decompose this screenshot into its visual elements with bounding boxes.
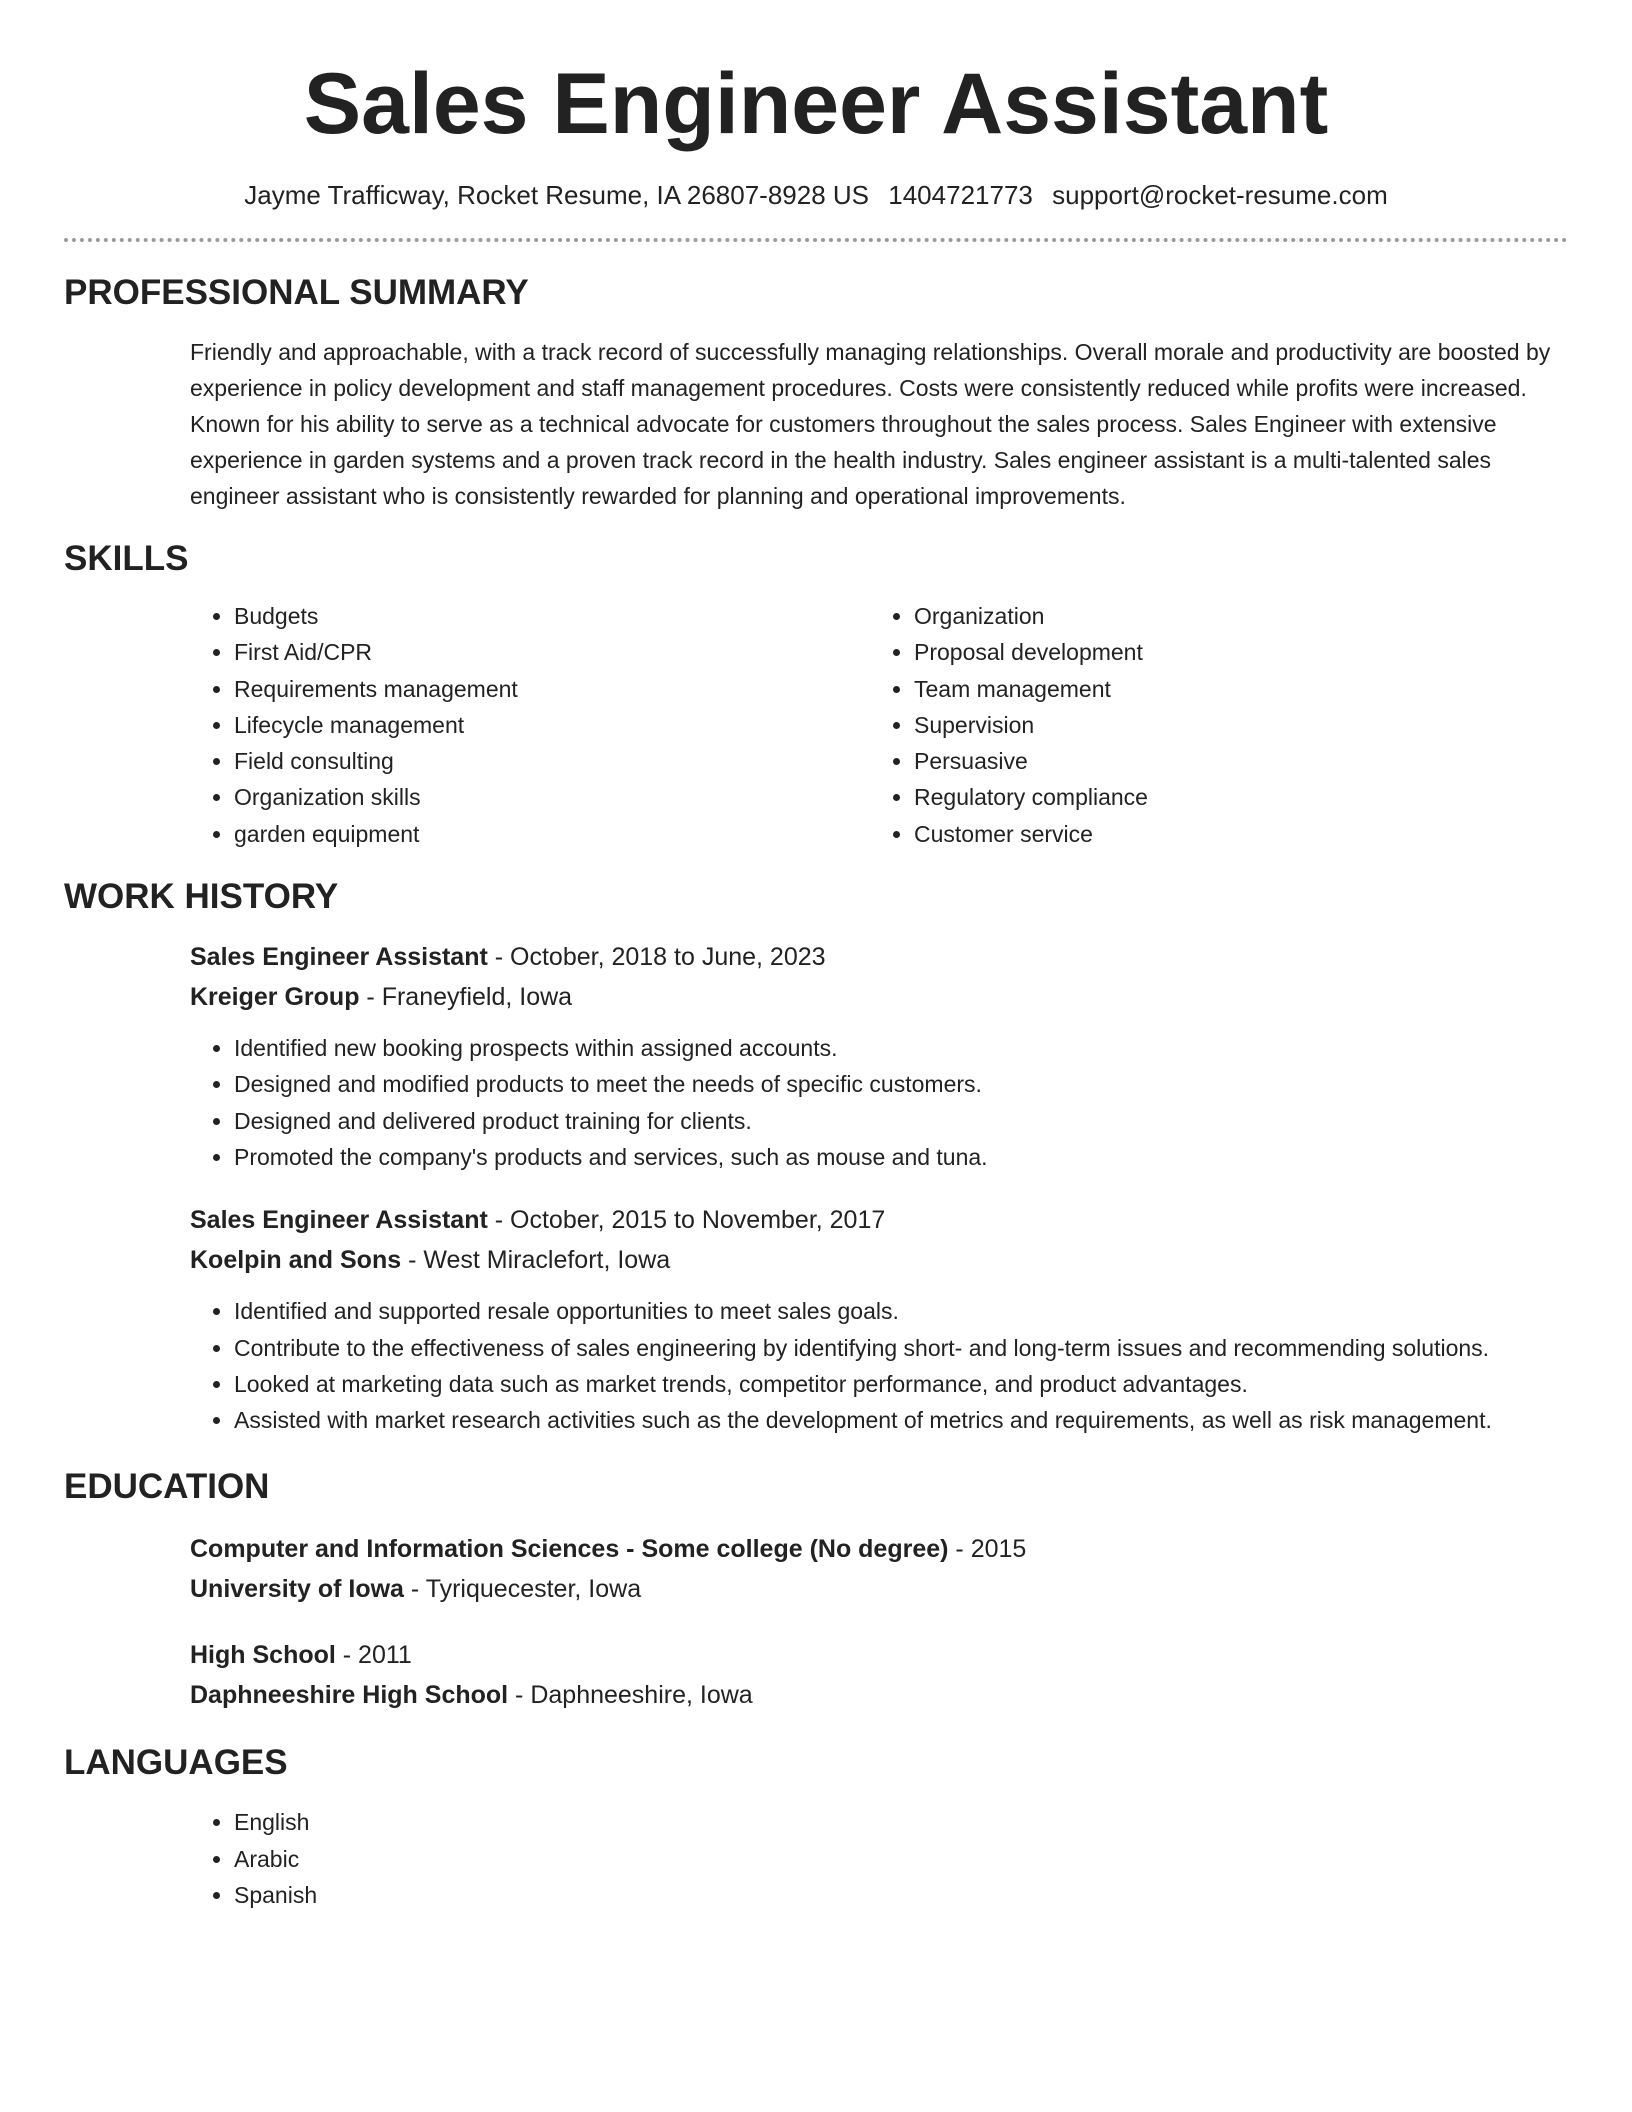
job-bullet: • Looked at marketing data such as market trends, competitor performance, and product advantages. — [234, 1366, 1568, 1402]
job-entry — [190, 1201, 1568, 1438]
job-location: - Franeyfield, Iowa — [359, 983, 573, 1012]
job-bullets — [190, 1293, 1568, 1438]
education-degree: Computer and Information Sciences - Some college (No degree) — [190, 1535, 949, 1564]
job-bullet: • Assisted with market research activities such as the development of metrics and requirements, as well as risk management. — [234, 1402, 1568, 1438]
education-location: - Tyriquecester, Iowa — [403, 1575, 642, 1604]
resume-title: Sales Engineer Assistant — [303, 56, 1329, 152]
skill-item: • Proposal development — [914, 634, 1546, 670]
section-title-languages: LANGUAGES — [64, 1743, 288, 1783]
skill-item: • Persuasive — [914, 743, 1546, 779]
job-dates: - October, 2015 to November, 2017 — [487, 1206, 886, 1235]
skill-item: • Organization — [914, 598, 1546, 634]
language-item: • Spanish — [234, 1877, 1568, 1913]
job-bullet: • Designed and modified products to meet the needs of specific customers. — [234, 1066, 1568, 1102]
job-location: - West Miraclefort, Iowa — [401, 1246, 671, 1275]
languages-list — [64, 1804, 1568, 1913]
contact-email: support@rocket-resume.com — [1052, 180, 1388, 210]
skills-list-left — [190, 598, 870, 852]
skills-section — [64, 538, 1568, 852]
education-year: - 2011 — [335, 1641, 412, 1670]
job-bullet: • Identified new booking prospects within assigned accounts. — [234, 1030, 1568, 1066]
job-entry — [190, 938, 1568, 1175]
education-degree: High School — [190, 1641, 336, 1670]
language-item: • Arabic — [234, 1841, 1568, 1877]
skill-item: • Team management — [914, 671, 1546, 707]
education-school: University of Iowa — [190, 1575, 404, 1604]
job-role: Sales Engineer Assistant — [190, 1206, 488, 1235]
skill-item: • First Aid/CPR — [234, 634, 870, 670]
contact-address: Jayme Trafficway, Rocket Resume, IA 26807-8928 US — [244, 180, 870, 210]
skills-columns — [190, 598, 1568, 852]
job-bullet: • Designed and delivered product training for clients. — [234, 1103, 1568, 1139]
job-company: Koelpin and Sons — [190, 1246, 402, 1275]
skill-item: • Field consulting — [234, 743, 870, 779]
contact-line — [64, 178, 1568, 212]
skill-item: • Requirements management — [234, 671, 870, 707]
job-bullets — [190, 1030, 1568, 1175]
education-entry — [190, 1636, 1568, 1714]
skill-item: • Budgets — [234, 598, 870, 634]
contact-phone: 1404721773 — [888, 180, 1033, 210]
education-section — [64, 1466, 1568, 1714]
professional-summary-section — [64, 272, 1568, 514]
education-year: - 2015 — [948, 1535, 1027, 1564]
section-title-summary: PROFESSIONAL SUMMARY — [64, 273, 529, 312]
summary-text: Friendly and approachable, with a track record of successfully managing relationships. Overall morale and productivity are boosted by experience in policy development and staff management procedures. Costs were consistently reduced while profits were increased. Known for his ability to serve as a technical advocate for customers throughout the sales process. Sales Engineer with extensive experience in garden systems and a proven track record in the health industry. Sales engineer assistant is a multi-talented sales engineer assistant who is consistently rewarded for planning and operational improvements. — [190, 339, 1551, 509]
language-item: • English — [234, 1804, 1568, 1840]
job-bullet: • Contribute to the effectiveness of sales engineering by identifying short- and long-term issues and recommending solutions. — [234, 1330, 1568, 1366]
skill-item: • Supervision — [914, 707, 1546, 743]
skill-item: • Customer service — [914, 816, 1546, 852]
skills-list-right — [870, 598, 1546, 852]
job-company: Kreiger Group — [190, 983, 360, 1012]
skill-item: • Lifecycle management — [234, 707, 870, 743]
section-title-education: EDUCATION — [64, 1467, 270, 1507]
education-school: Daphneeshire High School — [190, 1681, 509, 1710]
education-entry — [190, 1530, 1568, 1608]
job-bullet: • Promoted the company's products and services, such as mouse and tuna. — [234, 1139, 1568, 1175]
skill-item: • Regulatory compliance — [914, 779, 1546, 815]
skill-item: • Organization skills — [234, 779, 870, 815]
skill-item: • garden equipment — [234, 816, 870, 852]
section-title-work: WORK HISTORY — [64, 877, 339, 917]
work-history-section — [64, 876, 1568, 1438]
job-dates: - October, 2018 to June, 2023 — [487, 943, 826, 972]
header-divider — [64, 238, 1568, 242]
job-role: Sales Engineer Assistant — [190, 943, 488, 972]
job-bullet: • Identified and supported resale opportunities to meet sales goals. — [234, 1293, 1568, 1329]
section-title-skills: SKILLS — [64, 539, 189, 578]
languages-section — [64, 1742, 1568, 1913]
education-location: - Daphneeshire, Iowa — [508, 1681, 753, 1710]
